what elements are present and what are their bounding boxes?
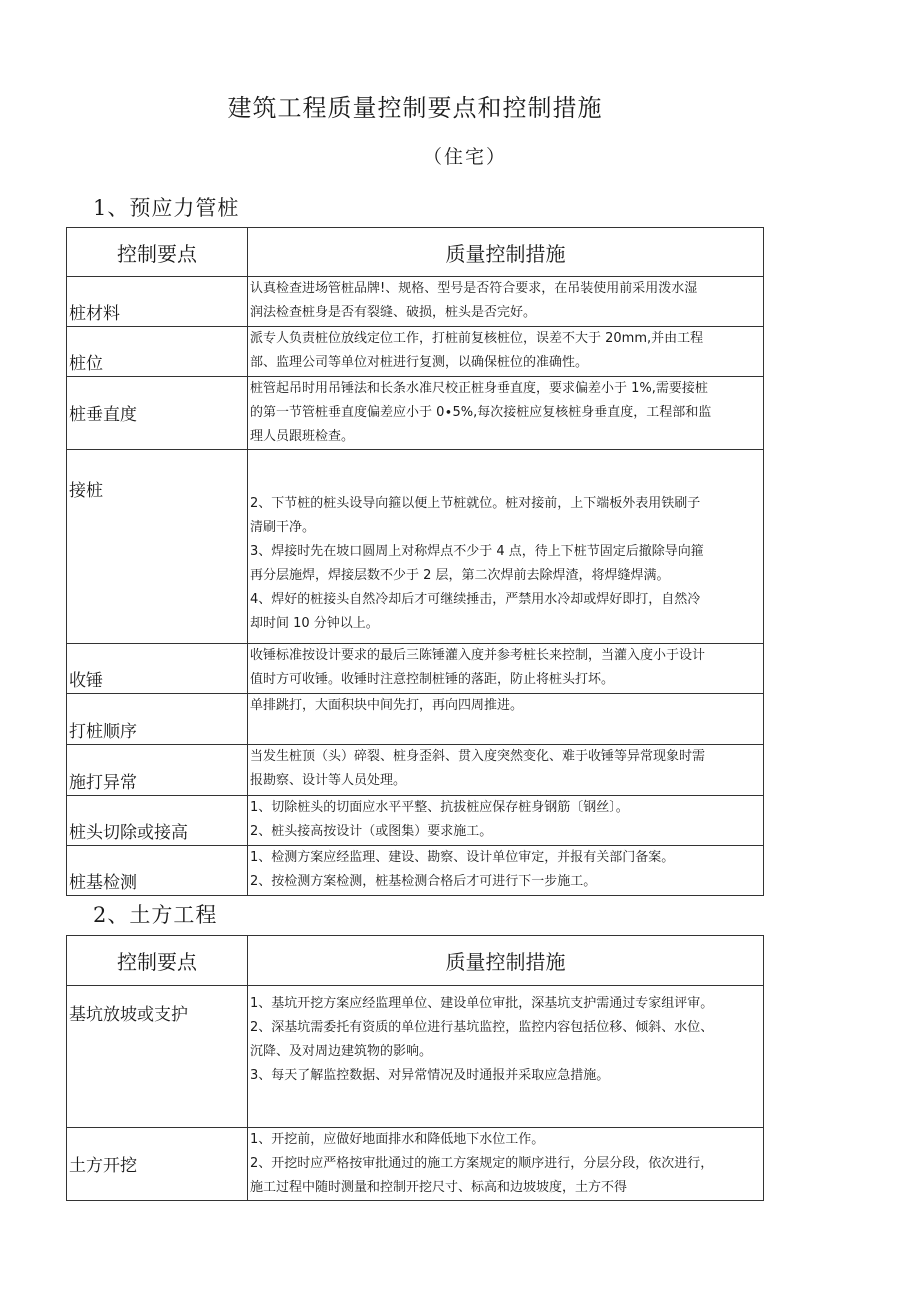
header-control-measures: 质量控制措施 [248, 936, 764, 986]
row-key-earth-excavation: 土方开挖 [67, 1128, 248, 1201]
measure-line: 2、按检测方案检测，桩基检测合格后才可进行下一步施工。 [250, 874, 597, 889]
row-key-pile-head-cut: 桩头切除或接高 [67, 796, 248, 846]
table-row [67, 327, 764, 377]
row-measures [248, 694, 764, 745]
measure-line: 1、切除桩头的切面应水平平整、抗拔桩应保存桩身钢筋〔钢丝〕。 [250, 800, 629, 815]
measure-line: 的第一节管桩垂直度偏差应小于 0∙5%,每次接桩应复核桩身垂直度，工程部和监 [250, 405, 712, 420]
table-row [67, 694, 764, 745]
header-control-points: 控制要点 [67, 228, 248, 277]
measure-line: 桩管起吊时用吊锤法和长条水准尺校正桩身垂直度，要求偏差小于 1%,需要接桩 [250, 381, 708, 396]
row-key-pile-joint: 接桩 [67, 450, 248, 644]
row-measures [248, 986, 764, 1128]
table-row [67, 377, 764, 450]
measure-line: 1、检测方案应经监理、建设、勘察、设计单位审定，并报有关部门备案。 [250, 850, 675, 865]
measure-line: 1、开挖前，应做好地面排水和降低地下水位工作。 [250, 1132, 545, 1147]
row-key-driving-sequence: 打桩顺序 [67, 694, 248, 745]
row-key-pile-verticality: 桩垂直度 [67, 377, 248, 450]
measure-line: 3、每天了解监控数据、对异常情况及时通报并采取应急措施。 [250, 1068, 610, 1083]
measure-line: 2、开挖时应严格按审批通过的施工方案规定的顺序进行，分层分段，依次进行， [250, 1156, 714, 1171]
row-measures [248, 796, 764, 846]
row-measures [248, 1128, 764, 1201]
row-measures [248, 846, 764, 896]
measure-line: 3、焊接时先在坡口圆周上对称焊点不少于 4 点，待上下桩节固定后撤除导向箍 [250, 544, 704, 559]
measure-line: 2、桩头接高按设计（或图集）要求施工。 [250, 824, 493, 839]
measure-line: 收锤标准按设计要求的最后三陈锤灌入度并参考桩长来控制，当灌入度小于设计 [250, 648, 706, 663]
measure-line: 当发生桩顶（头）碎裂、桩身歪斜、贯入度突然变化、难于收锤等异常现象时需 [250, 749, 706, 764]
row-measures [248, 277, 764, 327]
header-control-points: 控制要点 [67, 936, 248, 986]
row-key-pile-testing: 桩基检测 [67, 846, 248, 896]
measure-line: 部、监理公司等单位对桩进行复测，以确保桩位的准确性。 [250, 355, 589, 370]
row-measures [248, 327, 764, 377]
measure-line: 2、深基坑需委托有资质的单位进行基坑监控，监控内容包括位移、倾斜、水位、 [250, 1020, 714, 1035]
measure-line: 值时方可收锤。收锤时注意控制桩锤的落距，防止将桩头打坏。 [250, 672, 615, 687]
measure-line: 认真检查进场管桩品牌!、规格、型号是否符合要求，在吊装使用前采用泼水湿 [250, 281, 698, 296]
row-measures [248, 377, 764, 450]
measure-line: 清刷干净。 [250, 520, 316, 535]
row-key-pile-material: 桩材料 [67, 277, 248, 327]
measure-line: 4、焊好的桩接头自然冷却后才可继续捶击，严禁用水冷却或焊好即打，自然冷 [250, 592, 701, 607]
measure-line: 施工过程中随时测量和控制开挖尺寸、标高和边坡坡度，土方不得 [250, 1180, 628, 1195]
table-row [67, 986, 764, 1128]
table-row [67, 745, 764, 796]
document-title: 建筑工程质量控制要点和控制措施 [227, 94, 603, 122]
table-row [67, 277, 764, 327]
row-measures [248, 644, 764, 694]
earthwork-quality-table [66, 935, 764, 1201]
document-subtitle: （住宅） [422, 146, 507, 168]
measure-line: 1、基坑开挖方案应经监理单位、建设单位审批，深基坑支护需通过专家组评审。 [250, 996, 714, 1011]
table-row [67, 450, 764, 644]
row-key-excavation-support: 基坑放坡或支护 [67, 986, 248, 1128]
table-row [67, 1128, 764, 1201]
measure-line: 沉降、及对周边建筑物的影响。 [250, 1044, 433, 1059]
pile-quality-table [66, 227, 764, 896]
measure-line: 单排跳打，大面积块中间先打，再向四周推进。 [250, 698, 524, 713]
table-row [67, 846, 764, 896]
table-header-row [67, 936, 764, 986]
measure-line: 却时间 10 分钟以上。 [250, 616, 379, 631]
table-row [67, 796, 764, 846]
section-heading-pile: 1、预应力管桩 [93, 196, 240, 220]
table-header-row [67, 228, 764, 277]
row-key-driving-anomaly: 施打异常 [67, 745, 248, 796]
measure-line: 派专人负责桩位放线定位工作，打桩前复核桩位，误差不大于 20mm,并由工程 [250, 331, 704, 346]
table-row [67, 644, 764, 694]
measure-line: 再分层施焊，焊接层数不少于 2 层，第二次焊前去除焊渣，将焊缝焊满。 [250, 568, 670, 583]
measure-line: 理人员跟班检查。 [250, 429, 355, 444]
row-key-final-set: 收锤 [67, 644, 248, 694]
row-measures [248, 745, 764, 796]
header-control-measures: 质量控制措施 [248, 228, 764, 277]
measure-line: 报勘察、设计等人员处理。 [250, 773, 407, 788]
measure-line: 2、下节桩的桩头设导向箍以便上节桩就位。桩对接前，上下端板外表用铁刷子 [250, 496, 701, 511]
section-heading-earthwork: 2、土方工程 [93, 903, 218, 927]
measure-line: 润法检查桩身是否有裂缝、破损，桩头是否完好。 [250, 305, 537, 320]
row-key-pile-position: 桩位 [67, 327, 248, 377]
row-measures [248, 450, 764, 644]
